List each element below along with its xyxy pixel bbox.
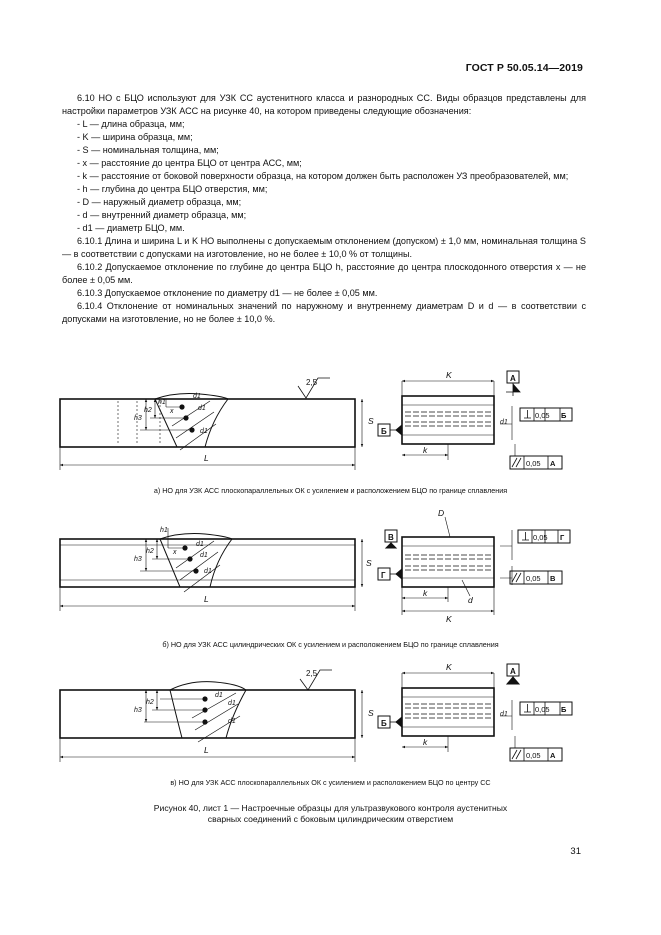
label-x: x bbox=[173, 549, 177, 556]
label-h2: h2 bbox=[146, 548, 154, 555]
drawing-a-side-view bbox=[60, 378, 362, 470]
definition-item: - k — расстояние от боковой поверхности образца, на котором должен быть расположен УЗ преобразователей, мм; bbox=[77, 171, 569, 181]
datum-G: Г bbox=[560, 533, 565, 542]
paragraph-6-10-2: 6.10.2 Допускаемое отклонение по глубине до центра БЦО h, расстояние до центра плоскодонного отверстия x — не более ± 0,05 мм. bbox=[62, 262, 586, 285]
weld-reinforcement bbox=[155, 394, 228, 399]
definition-item: - D — наружный диаметр образца, мм; bbox=[77, 197, 242, 207]
definition-item: - d — внутренний диаметр образца, мм; bbox=[77, 210, 247, 220]
label-h1: h1 bbox=[160, 527, 168, 534]
paragraph-6-10-3: 6.10.3 Допускаемое отклонение по диаметру d1 — не более ± 0,05 мм. bbox=[77, 288, 378, 298]
label-S: S bbox=[368, 416, 374, 426]
datum-A: А bbox=[550, 459, 556, 468]
datum-B: Б bbox=[561, 705, 567, 714]
label-S: S bbox=[366, 558, 372, 568]
tolerance-value: 0,05 bbox=[533, 533, 548, 542]
datum-V: В bbox=[550, 574, 556, 583]
label-d1: d1 bbox=[228, 700, 236, 707]
label-h1: h1 bbox=[158, 399, 166, 406]
datum-G: Г bbox=[381, 571, 386, 580]
definition-item: - K — ширина образца, мм; bbox=[77, 132, 193, 142]
label-h3: h3 bbox=[134, 707, 142, 714]
label-d1: d1 bbox=[500, 419, 508, 426]
label-d1: d1 bbox=[198, 405, 206, 412]
label-x: x bbox=[170, 408, 174, 415]
label-d: d bbox=[468, 595, 473, 605]
definition-item: - S — номинальная толщина, мм; bbox=[77, 145, 219, 155]
caption-b: б) НО для УЗК АСС цилиндрических ОК с усилением и расположением БЦО по границе сплавления bbox=[162, 640, 499, 649]
definition-item: - L — длина образца, мм; bbox=[77, 119, 185, 129]
label-h3: h3 bbox=[134, 415, 142, 422]
datum-B: Б bbox=[561, 411, 567, 420]
definition-item: - d1 — диаметр БЦО, мм. bbox=[77, 223, 185, 233]
tolerance-value: 0,05 bbox=[535, 411, 550, 420]
figure-title-line2: сварных соединений с боковым цилиндрическим отверстием bbox=[207, 814, 454, 824]
label-d1: d1 bbox=[200, 428, 208, 435]
paragraph-6-10-4: 6.10.4 Отклонение от номинальных значений по наружному и внутреннему диаметрам D и d — в соответствии с допусками на изготовление, но не более ± 10,0 %. bbox=[62, 301, 586, 324]
label-h2: h2 bbox=[146, 699, 154, 706]
tolerance-value: 0,05 bbox=[526, 459, 541, 468]
paragraph-6-10-1: 6.10.1 Длина и ширина L и K НО выполнены с допускаемым отклонением (допуском) ± 1,0 мм, номинальная толщина S — в соответствии с допусками на изготовление, но не более ± 10,0 % от толщины. bbox=[62, 236, 586, 259]
label-L: L bbox=[204, 745, 209, 755]
label-L: L bbox=[204, 594, 209, 604]
caption-c: в) НО для УЗК АСС плоскопараллельных ОК с усилением и расположением БЦО по центру СС bbox=[170, 778, 491, 787]
datum-A: А bbox=[510, 667, 516, 676]
page-number: 31 bbox=[570, 846, 581, 857]
fusion-line bbox=[205, 399, 228, 447]
label-h2: h2 bbox=[144, 407, 152, 414]
caption-a: а) НО для УЗК АСС плоскопараллельных ОК с усилением и расположением БЦО по границе сплавления bbox=[153, 486, 508, 495]
label-d1: d1 bbox=[200, 552, 208, 559]
paragraph-6-10: 6.10 НО с БЦО используют для УЗК СС аустенитного класса и разнородных СС. Виды образцов представлены для настройки параметров УЗК АСС на рисунке 40, на котором приведены следующие обозначения: bbox=[62, 93, 586, 116]
label-k: k bbox=[423, 445, 428, 455]
label-K: K bbox=[446, 662, 452, 672]
drawing-a-end-view bbox=[378, 371, 572, 469]
label-k: k bbox=[423, 737, 428, 747]
definition-item: - x — расстояние до центра БЦО от центра АСС, мм; bbox=[77, 158, 302, 168]
label-S: S bbox=[368, 708, 374, 718]
label-K: K bbox=[446, 370, 452, 380]
figure-title bbox=[0, 803, 661, 825]
label-L: L bbox=[204, 453, 209, 463]
drawing-b-end-view bbox=[378, 517, 570, 615]
roughness-value: 2,5 bbox=[306, 669, 318, 678]
datum-B: Б bbox=[381, 719, 387, 728]
document-header: ГОСТ Р 50.05.14—2019 bbox=[465, 62, 583, 74]
label-d1: d1 bbox=[196, 541, 204, 548]
tolerance-value: 0,05 bbox=[526, 574, 541, 583]
roughness-value: 2,5 bbox=[306, 378, 318, 387]
label-d1: d1 bbox=[228, 718, 236, 725]
datum-A: А bbox=[510, 374, 516, 383]
label-k: k bbox=[423, 588, 428, 598]
drawing-c-side-view bbox=[60, 670, 362, 762]
label-d1: d1 bbox=[204, 568, 212, 575]
label-D: D bbox=[438, 508, 445, 518]
definition-item: - h — глубина до центра БЦО отверстия, мм; bbox=[77, 184, 268, 194]
datum-V: В bbox=[388, 533, 394, 542]
tolerance-value: 0,05 bbox=[526, 751, 541, 760]
datum-B: Б bbox=[381, 427, 387, 436]
label-d1: d1 bbox=[500, 711, 508, 718]
label-h3: h3 bbox=[134, 556, 142, 563]
label-d1: d1 bbox=[215, 692, 223, 699]
label-K: K bbox=[446, 614, 452, 624]
label-d1: d1 bbox=[193, 393, 201, 400]
tolerance-value: 0,05 bbox=[535, 705, 550, 714]
datum-A: А bbox=[550, 751, 556, 760]
figure-title-line1: Рисунок 40, лист 1 — Настроечные образцы для ультразвукового контроля аустенитных bbox=[153, 803, 508, 813]
